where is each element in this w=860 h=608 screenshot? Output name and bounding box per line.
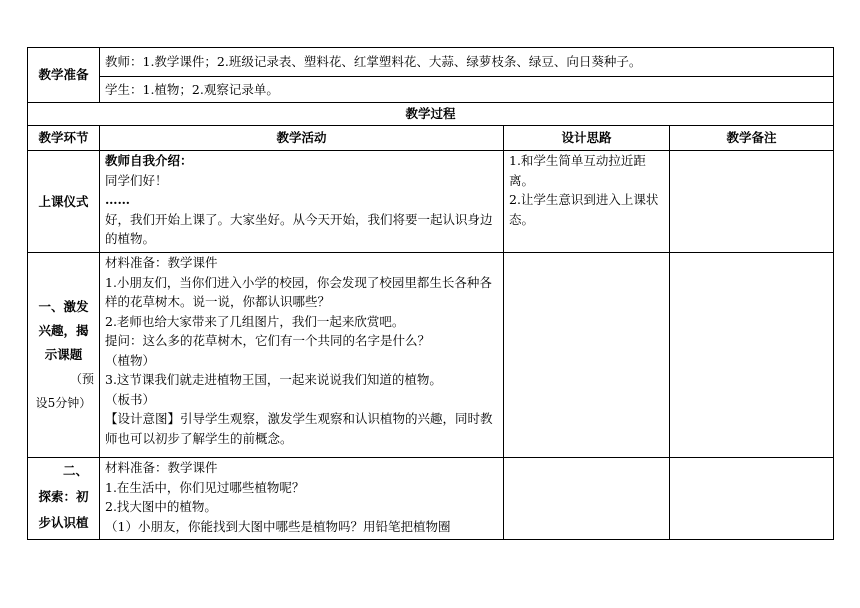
design-cell: 1.和学生简单互动拉近距离。 2.让学生意识到进入上课状态。 <box>504 151 670 253</box>
activity-line: 3.这节课我们就走进植物王国，一起来说说我们知道的植物。 <box>105 372 442 387</box>
header-design: 设计思路 <box>504 126 670 151</box>
stage-line: 示课题 <box>44 347 83 362</box>
activity-cell <box>100 253 504 458</box>
activity-line: （植物） <box>105 352 156 368</box>
prep-teacher: 教师：1.教学课件；2.班级记录表、塑料花、红掌塑料花、大蒜、绿萝枝条、绿豆、向日葵种子。 <box>100 48 834 77</box>
header-notes: 教学备注 <box>670 126 834 151</box>
activity-line: 教师自我介绍： <box>105 153 193 168</box>
stage-cell <box>28 253 100 458</box>
stage-line: 步认识植 <box>38 515 89 530</box>
stage-line: 兴趣，揭 <box>38 323 89 338</box>
notes-cell <box>670 151 834 253</box>
activity-line: 1.在生活中，你们见过哪些植物呢？ <box>105 479 305 495</box>
stage-cell <box>28 458 100 540</box>
activity-line: 提问：这么多的花草树木，它们有一个共同的名字是什么？ <box>105 333 431 348</box>
header-stage: 教学环节 <box>28 126 100 151</box>
activity-line: （1）小朋友，你能找到大图中哪些是植物吗？用铅笔把植物圈 <box>105 518 451 534</box>
table-row <box>28 458 834 540</box>
activity-line: …… <box>105 192 130 207</box>
notes-cell <box>670 253 834 458</box>
table-row <box>28 151 834 253</box>
activity-line: （板书） <box>105 391 156 407</box>
design-cell <box>504 253 670 458</box>
activity-line: 2.找大图中的植物。 <box>105 499 217 514</box>
process-title: 教学过程 <box>28 103 834 126</box>
activity-line: 【设计意图】引导学生观察，激发学生观察和认识植物的兴趣，同时教师也可以初步了解学生的前概念。 <box>105 411 493 446</box>
activity-line: 材料准备：教学课件 <box>105 460 218 475</box>
stage-line: 二、 <box>62 463 88 478</box>
stage-line: 探索：初 <box>38 489 89 504</box>
table-row <box>28 253 834 458</box>
activity-line: 2.老师也给大家带来了几组图片，我们一起来欣赏吧。 <box>105 313 405 329</box>
stage-line: （预 <box>69 372 94 386</box>
activity-cell <box>100 151 504 253</box>
activity-cell <box>100 458 504 540</box>
activity-line: 1.小朋友们，当你们进入小学的校园，你会发现了校园里都生长各种各样的花草树木。说一说，你都认识哪些？ <box>105 274 492 309</box>
lesson-plan-table <box>27 47 834 540</box>
header-activity: 教学活动 <box>100 126 504 151</box>
prep-student: 学生：1.植物；2.观察记录单。 <box>100 77 834 103</box>
activity-line: 同学们好！ <box>105 172 168 188</box>
notes-cell <box>670 458 834 540</box>
stage-line: 设5分钟） <box>35 396 92 410</box>
design-cell <box>504 458 670 540</box>
activity-line: 材料准备：教学课件 <box>105 255 218 270</box>
stage-cell: 上课仪式 <box>28 151 100 253</box>
prep-label: 教学准备 <box>28 48 100 103</box>
activity-line: 好，我们开始上课了。大家坐好。从今天开始，我们将要一起认识身边的植物。 <box>105 211 493 246</box>
stage-line: 一、激发 <box>38 299 89 314</box>
